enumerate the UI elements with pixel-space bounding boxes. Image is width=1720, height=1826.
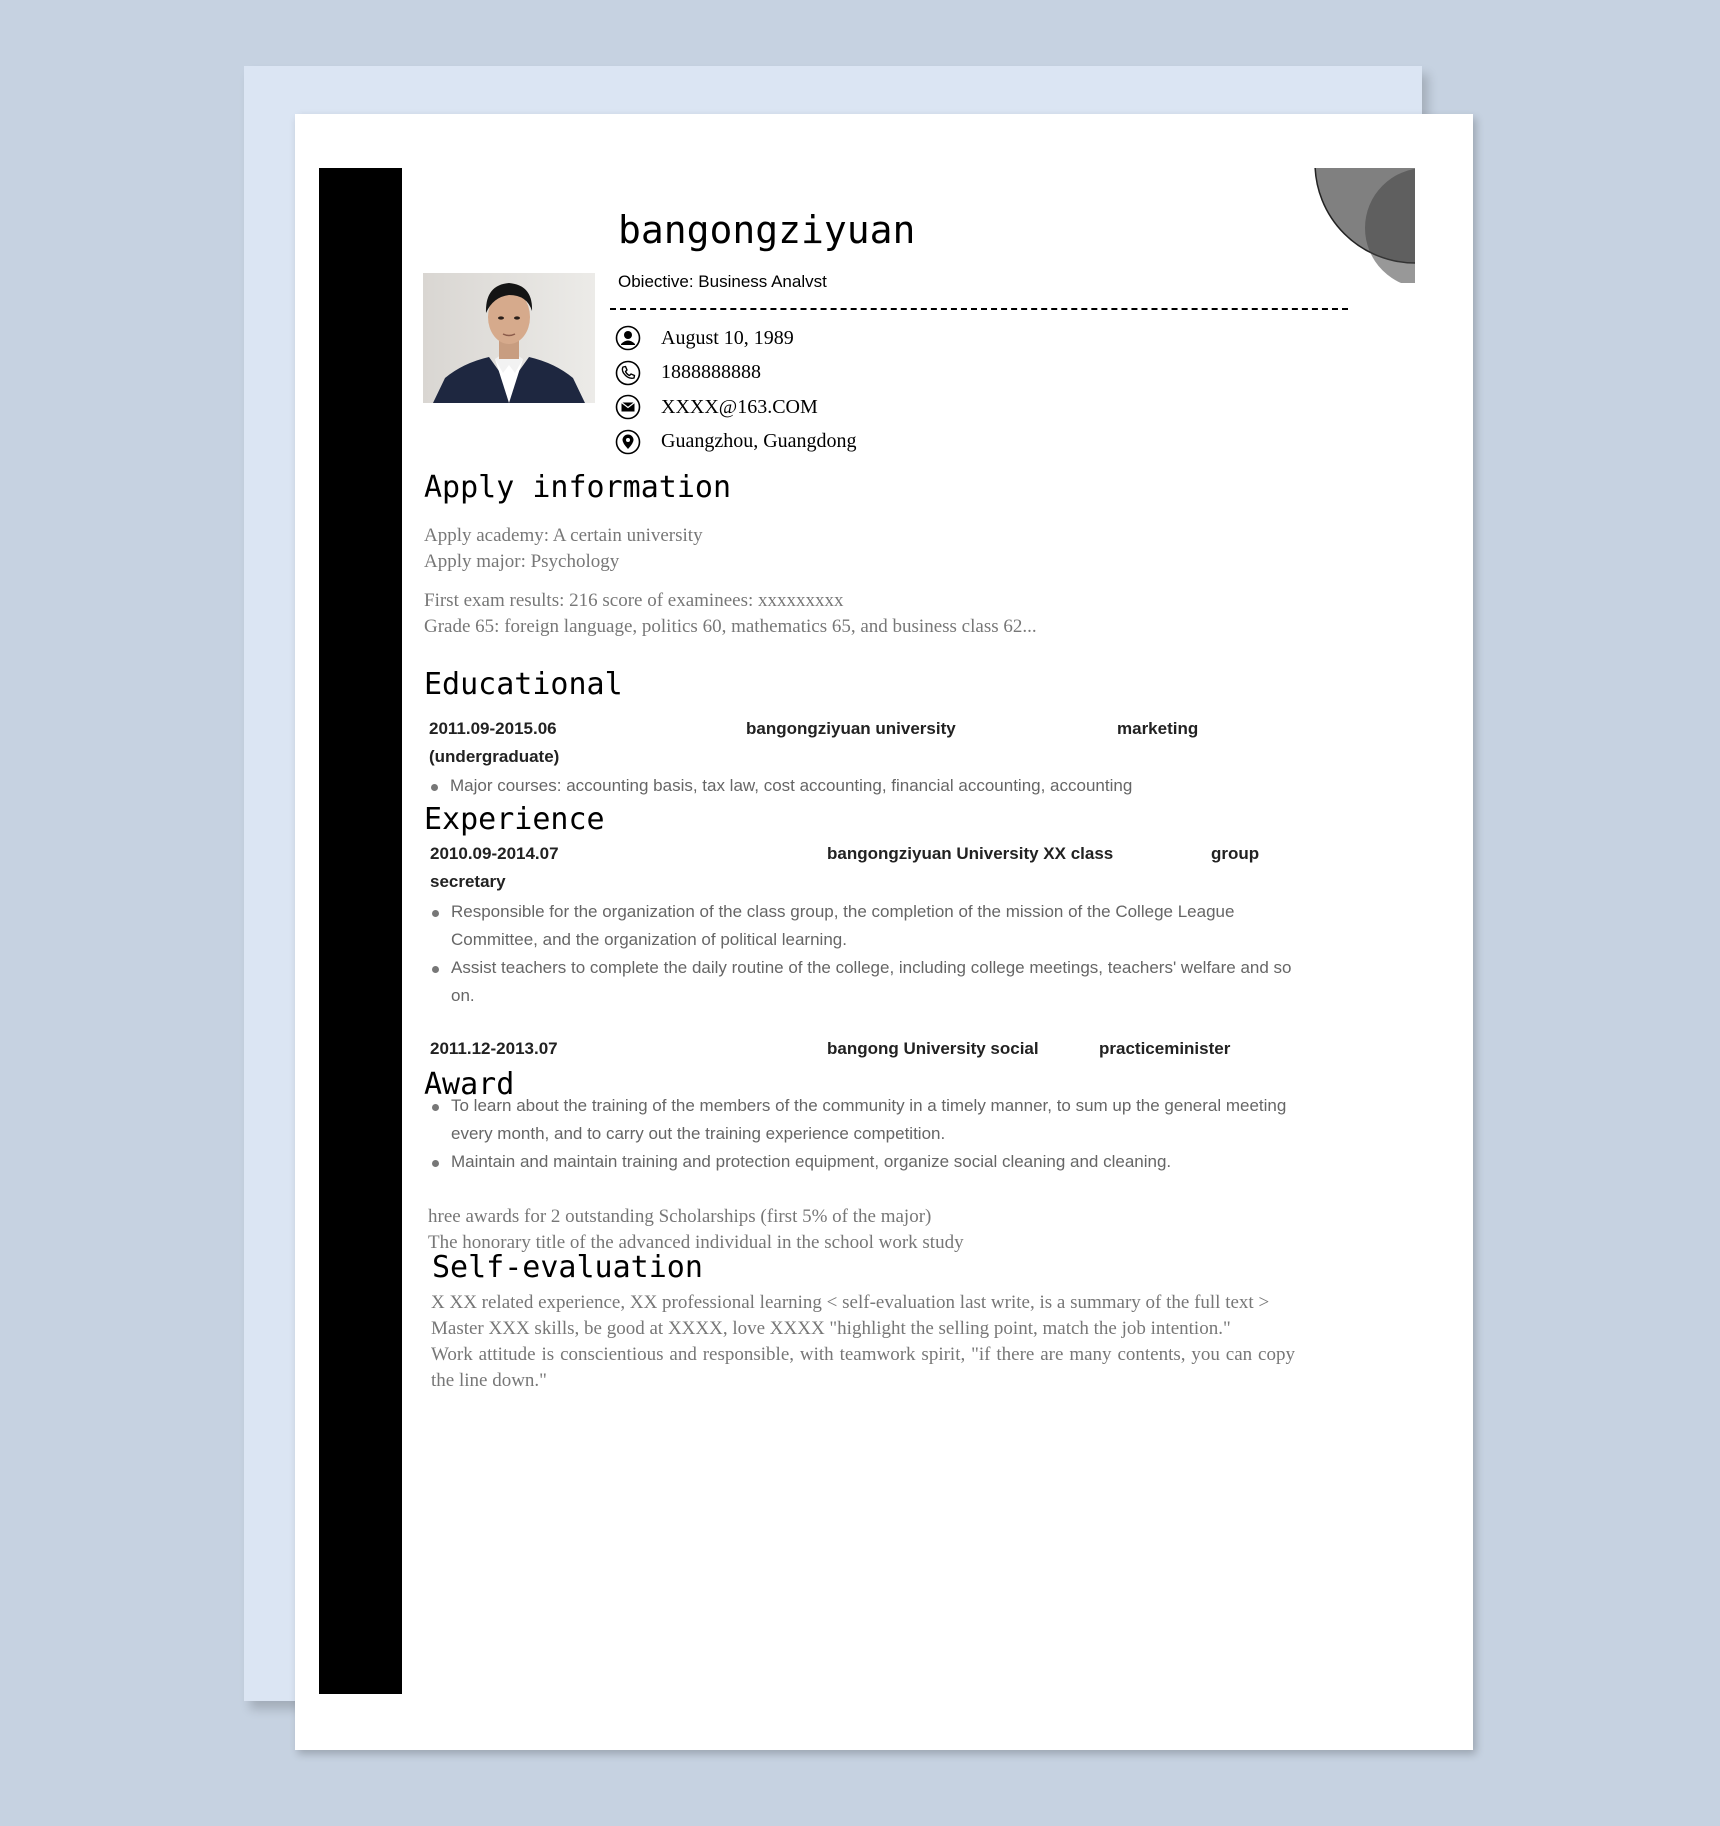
experience-bullets — [430, 1092, 1300, 1176]
education-date: 2011.09-2015.06 — [429, 719, 557, 738]
education-major: marketing — [1117, 719, 1199, 738]
phone-icon — [615, 360, 641, 386]
contact-email — [615, 390, 857, 425]
contact-list — [615, 321, 857, 459]
apply-major: Apply major: Psychology — [424, 551, 620, 572]
apply-exam-results: First exam results: 216 score of examinees: xxxxxxxxx — [424, 590, 844, 611]
experience-bullets — [430, 898, 1300, 1010]
email-text: XXXX@163.COM — [661, 395, 818, 418]
list-item: To learn about the training of the members of the community in a timely manner, to sum up the general meeting every month, and to carry out the training experience competition. — [430, 1092, 1300, 1148]
self-evaluation-paragraph: Work attitude is conscientious and responsible, with teamwork spirit, "if there are many contents, you can copy the line down." — [431, 1344, 1295, 1391]
experience-role-cont: secretary — [430, 872, 506, 891]
self-evaluation-paragraph: Master XXX skills, be good at XXXX, love XXXX "highlight the selling point, match the job intention." — [431, 1318, 1231, 1339]
person-icon — [615, 325, 641, 351]
experience-date: 2010.09-2014.07 — [430, 844, 559, 863]
contact-location — [615, 425, 857, 460]
job-objective: Obiective: Business Analvst — [618, 272, 827, 291]
self-evaluation-text — [431, 1290, 1295, 1394]
list-item: Major courses: accounting basis, tax law, cost accounting, financial accounting, accounting — [429, 772, 1289, 800]
list-item: Assist teachers to complete the daily routine of the college, including college meetings, teachers' welfare and so on. — [430, 954, 1300, 1010]
apply-grades: Grade 65: foreign language, politics 60, mathematics 65, and business class 62... — [424, 616, 1037, 637]
profile-photo — [423, 273, 595, 403]
sidebar-bar — [319, 168, 402, 1694]
list-item: Responsible for the organization of the class group, the completion of the mission of the College League Committee, and the organization of political learning. — [430, 898, 1300, 954]
education-heading: Educational — [424, 667, 623, 702]
location-text: Guangzhou, Guangdong — [661, 430, 857, 453]
mail-icon — [615, 394, 641, 420]
contact-phone — [615, 356, 857, 391]
award-line: The honorary title of the advanced individual in the school work study — [428, 1232, 964, 1253]
experience-org: bangong University social — [827, 1039, 1039, 1058]
divider — [610, 308, 1348, 310]
resume-page — [295, 114, 1473, 1750]
list-item: Maintain and maintain training and protection equipment, organize social cleaning and cleaning. — [430, 1148, 1300, 1176]
self-evaluation-paragraph: X XX related experience, XX professional learning < self-evaluation last write, is a summary of the full text > — [431, 1292, 1270, 1313]
contact-birthday — [615, 321, 857, 356]
phone-text: 1888888888 — [661, 361, 761, 384]
education-school: bangongziyuan university — [746, 719, 956, 738]
experience-org: bangongziyuan University XX class — [827, 844, 1114, 863]
experience-role: practiceminister — [1099, 1039, 1231, 1058]
location-icon — [615, 429, 641, 455]
award-heading: Award — [424, 1067, 515, 1102]
experience-heading: Experience — [424, 802, 605, 837]
award-line: hree awards for 2 outstanding Scholarships (first 5% of the major) — [428, 1206, 932, 1227]
birthday-text: August 10, 1989 — [661, 326, 794, 349]
self-evaluation-heading: Self-evaluation — [432, 1250, 703, 1285]
experience-role: group — [1211, 844, 1260, 863]
experience-date: 2011.12-2013.07 — [430, 1039, 558, 1058]
education-courses-list — [429, 772, 1289, 800]
apply-academy: Apply academy: A certain university — [424, 525, 703, 546]
education-degree: (undergraduate) — [429, 747, 560, 766]
candidate-name: bangongziyuan — [618, 208, 916, 252]
corner-decoration — [1310, 168, 1415, 283]
apply-heading: Apply information — [424, 470, 732, 505]
